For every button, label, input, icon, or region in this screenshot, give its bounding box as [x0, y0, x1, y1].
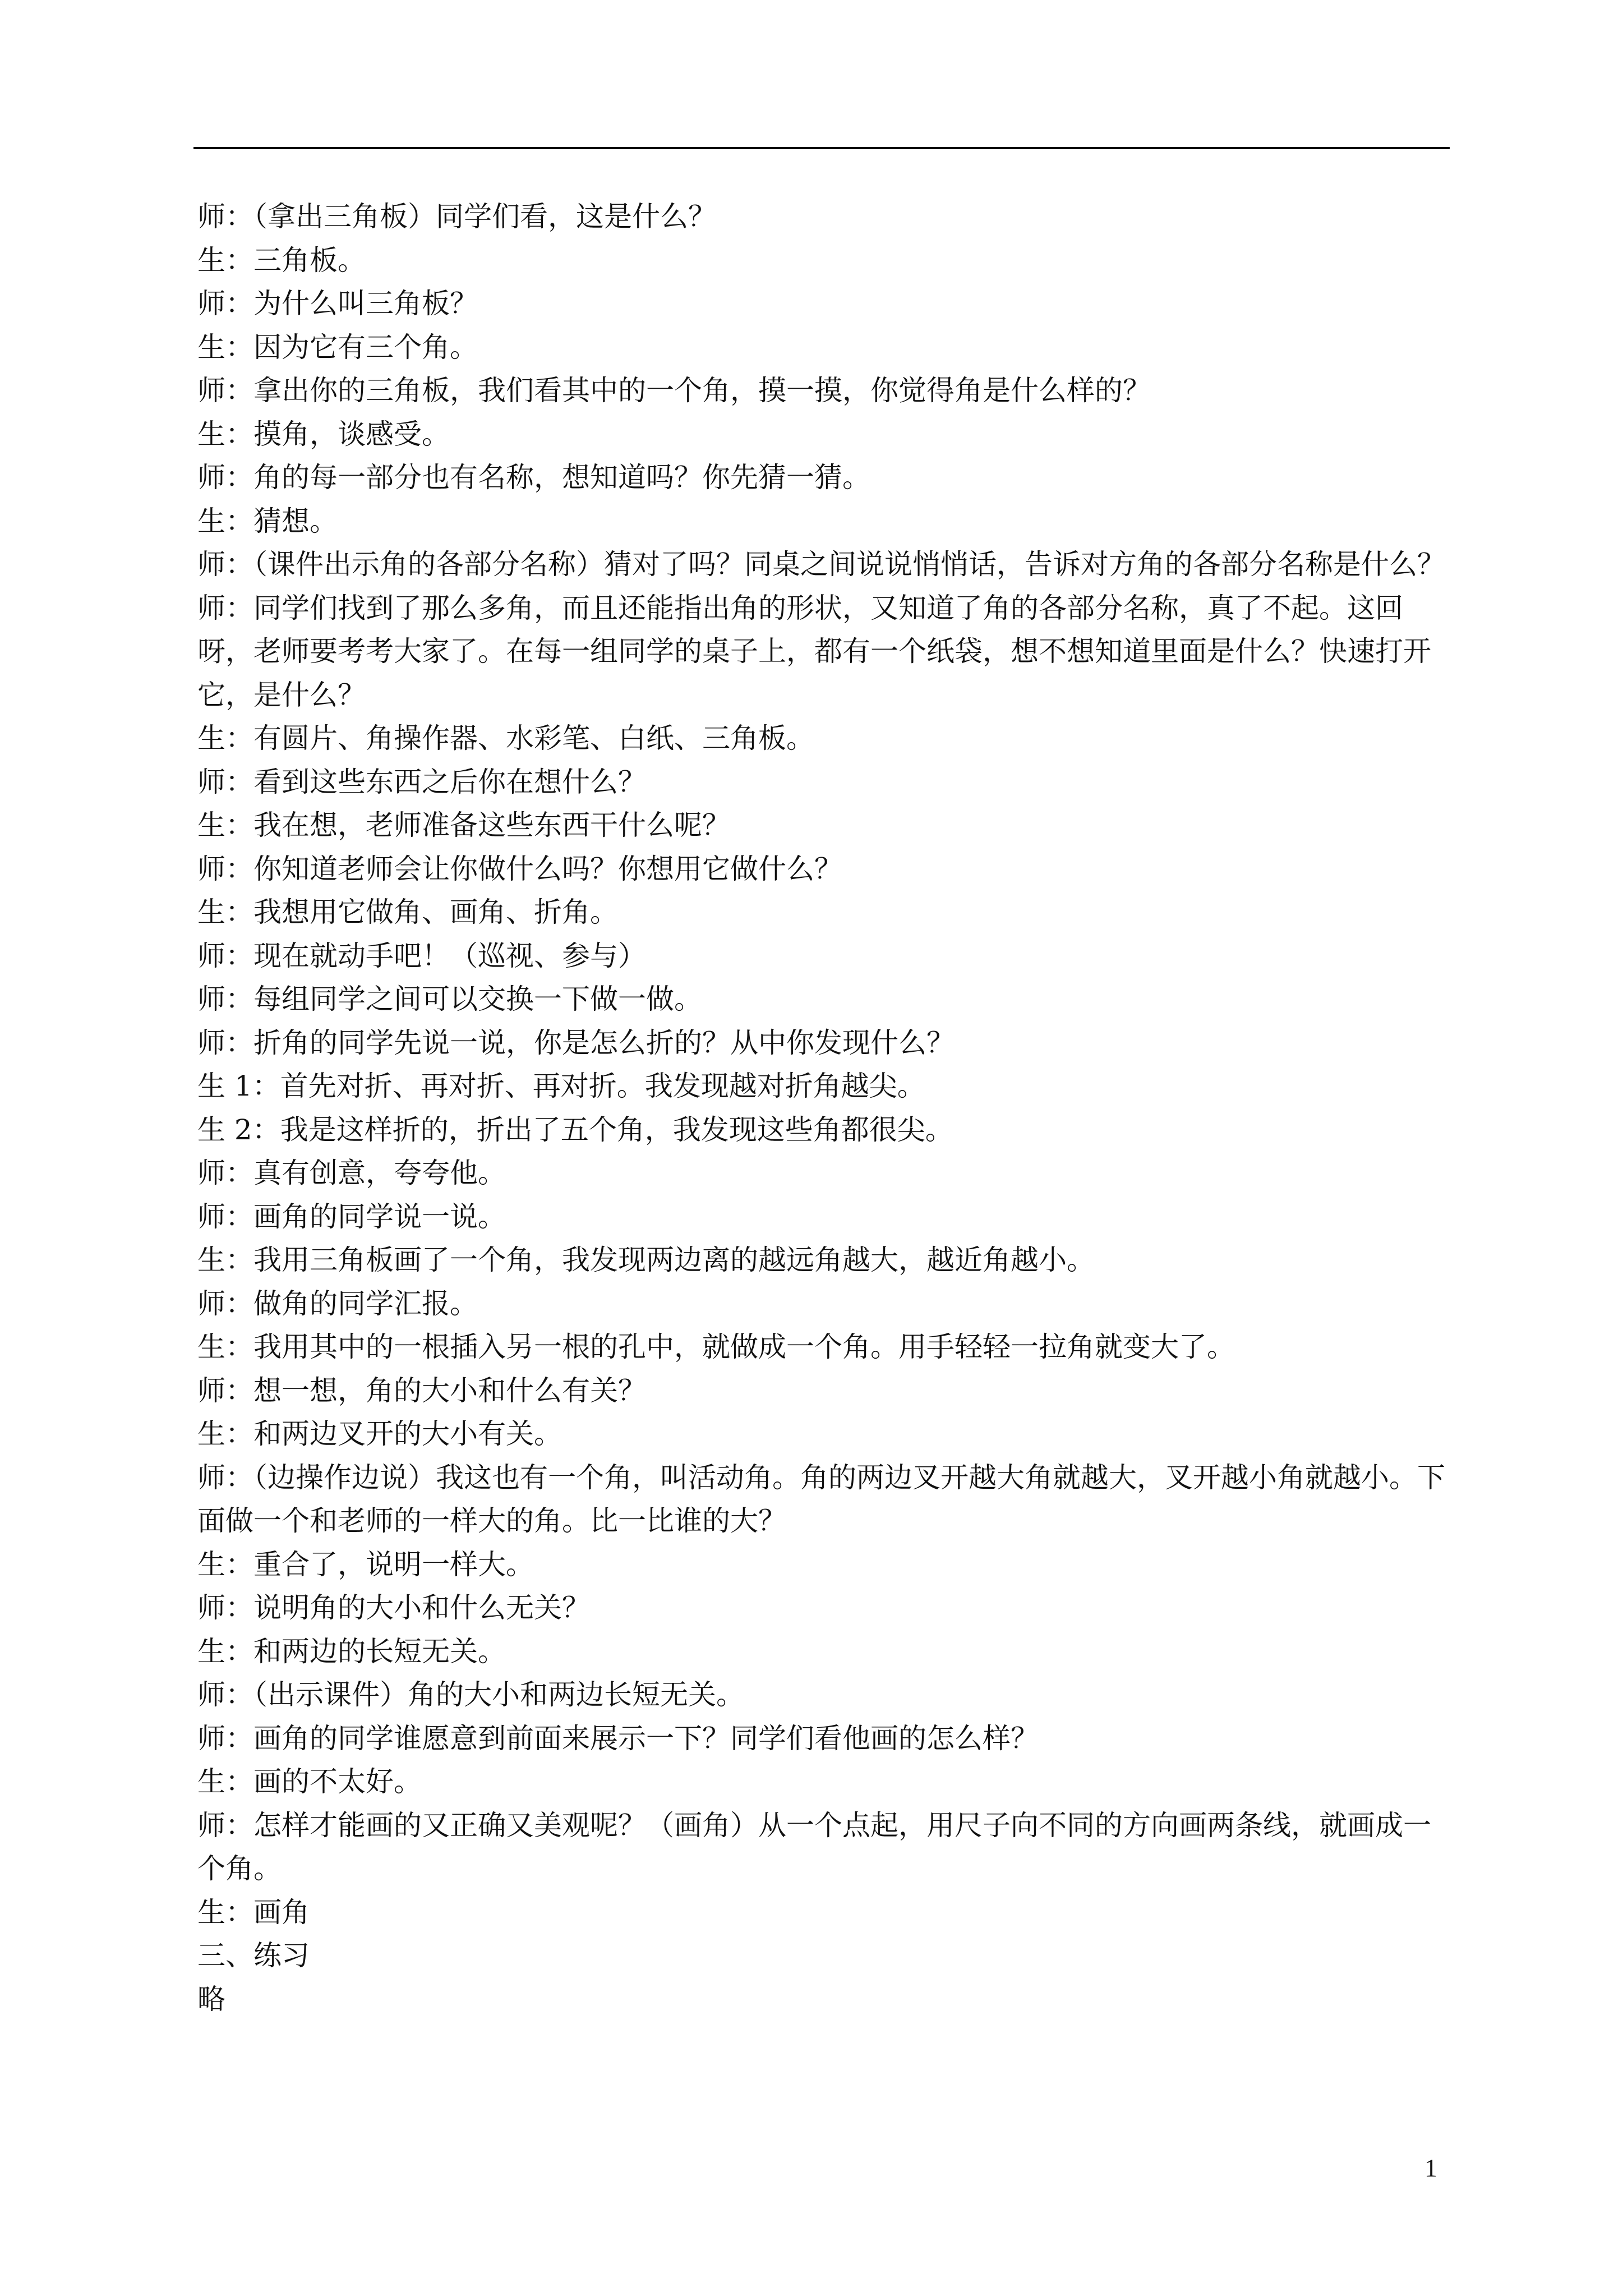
paragraph: 师：画角的同学说一说。	[197, 1200, 506, 1233]
section-heading: 三、练习	[197, 1939, 310, 1972]
paragraph: 生：摸角，谈感受。	[197, 417, 450, 450]
header-rule	[193, 147, 1450, 149]
paragraph: 生 1：首先对折、再对折、再对折。我发现越对折角越尖。	[197, 1070, 925, 1102]
paragraph: 师：你知道老师会让你做什么吗？你想用它做什么？	[197, 852, 842, 885]
paragraph: 师：角的每一部分也有名称，想知道吗？你先猜一猜。	[197, 461, 870, 494]
paragraph: 生：因为它有三个角。	[197, 330, 478, 364]
paragraph: 师：（课件出示角的各部分名称）猜对了吗？同桌之间说说悄悄话，告诉对方角的各部分名称是什么？	[197, 548, 1445, 581]
paragraph: 师：拿出你的三角板，我们看其中的一个角，摸一摸，你觉得角是什么样的？	[197, 374, 1151, 407]
paragraph: 师：（拿出三角板）同学们看，这是什么？	[197, 200, 716, 233]
paragraph: 师：同学们找到了那么多角，而且还能指出角的形状，又知道了角的各部分名称，真了不起。这回呀，老师要考考大家了。在每一组同学的桌子上，都有一个纸袋，想不想知道里面是什么？快速打开它，是什么？	[197, 591, 1431, 711]
paragraph: 生：画的不太好。	[197, 1765, 422, 1798]
paragraph: 生：我想用它做角、画角、折角。	[197, 896, 618, 928]
paragraph: 师：怎样才能画的又正确又美观呢？（画角）从一个点起，用尺子向不同的方向画两条线，就画成一个角。	[197, 1809, 1431, 1885]
paragraph: 师：画角的同学谁愿意到前面来展示一下？同学们看他画的怎么样？	[197, 1722, 1039, 1755]
paragraph: 师：（出示课件）角的大小和两边长短无关。	[197, 1678, 744, 1711]
paragraph: 略	[197, 1982, 225, 2016]
paragraph: 师：看到这些东西之后你在想什么？	[197, 765, 646, 798]
paragraph: 生：重合了，说明一样大。	[197, 1548, 534, 1581]
paragraph: 生：三角板。	[197, 243, 366, 277]
paragraph: 师：现在就动手吧！（巡视、参与）	[197, 939, 646, 972]
paragraph: 生：和两边的长短无关。	[197, 1635, 506, 1668]
paragraph: 生：猜想。	[197, 504, 338, 537]
paragraph: 师：折角的同学先说一说，你是怎么折的？从中你发现什么？	[197, 1026, 955, 1059]
paragraph: 生：画角	[197, 1895, 310, 1929]
paragraph: 生：我在想，老师准备这些东西干什么呢？	[197, 809, 730, 841]
page-number: 1	[1424, 2154, 1437, 2182]
paragraph: 师：做角的同学汇报。	[197, 1287, 478, 1320]
paragraph: 师：真有创意，夸夸他。	[197, 1157, 506, 1189]
paragraph: 生：我用其中的一根插入另一根的孔中，就做成一个角。用手轻轻一拉角就变大了。	[197, 1331, 1235, 1363]
paragraph: 生：有圆片、角操作器、水彩笔、白纸、三角板。	[197, 722, 814, 754]
paragraph: 生：和两边叉开的大小有关。	[197, 1418, 562, 1450]
paragraph: 生 2：我是这样折的，折出了五个角，我发现这些角都很尖。	[197, 1113, 953, 1146]
paragraph: 师：每组同学之间可以交换一下做一做。	[197, 983, 702, 1015]
document-body	[197, 195, 1451, 2021]
paragraph: 师：（边操作边说）我这也有一个角，叫活动角。角的两边叉开越大角就越大，叉开越小角就越小。下面做一个和老师的一样大的角。比一比谁的大？	[197, 1461, 1445, 1537]
paragraph: 师：想一想，角的大小和什么有关？	[197, 1374, 646, 1407]
paragraph: 生：我用三角板画了一个角，我发现两边离的越远角越大，越近角越小。	[197, 1244, 1095, 1276]
paragraph: 师：为什么叫三角板？	[197, 287, 478, 320]
paragraph: 师：说明角的大小和什么无关？	[197, 1591, 590, 1624]
